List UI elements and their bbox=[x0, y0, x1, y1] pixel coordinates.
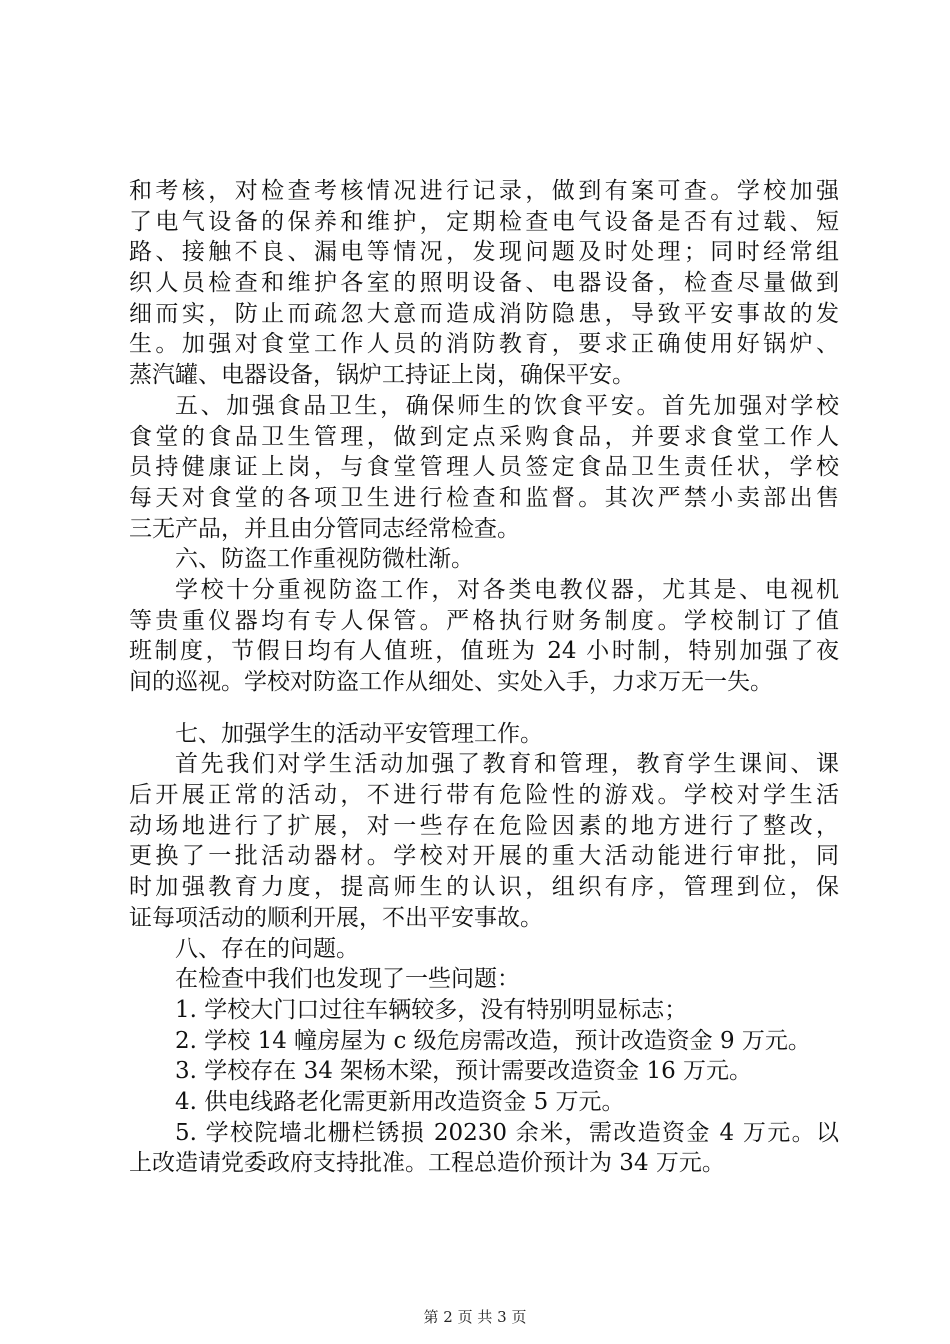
text-line: 动场地进行了扩展，对一些存在危险因素的地方进行了整改， bbox=[129, 812, 839, 839]
page-footer: 第 2 页 共 3 页 bbox=[423, 1308, 527, 1326]
text-line: 学校十分重视防盗工作，对各类电教仪器，尤其是、电视机 bbox=[175, 576, 839, 603]
text-line: 每天对食堂的各项卫生进行检查和监督。其次严禁小卖部出售 bbox=[129, 484, 839, 511]
text-line: 1. 学校大门口过往车辆较多，没有特别明显标志； bbox=[175, 996, 688, 1023]
paragraph-gap bbox=[129, 698, 839, 719]
text-line: 织人员检查和维护各室的照明设备、电器设备，检查尽量做到 bbox=[129, 270, 839, 297]
text-line: 蒸汽罐、电器设备，锅炉工持证上岗，确保平安。 bbox=[129, 362, 635, 389]
text-line: 五、加强食品卫生，确保师生的饮食平安。首先加强对学校 bbox=[175, 392, 839, 419]
document-body bbox=[129, 176, 839, 1179]
text-line: 4. 供电线路老化需更新用改造资金 5 万元。 bbox=[175, 1088, 625, 1115]
text-line: 生。加强对食堂工作人员的消防教育，要求正确使用好锅炉、 bbox=[129, 331, 839, 358]
text-line: 5. 学校院墙北栅栏锈损 20230 余米，需改造资金 4 万元。以 bbox=[175, 1119, 839, 1146]
text-line: 和考核，对检查考核情况进行记录，做到有案可查。学校加强 bbox=[129, 178, 839, 204]
text-line: 时加强教育力度，提高师生的认识，组织有序，管理到位，保 bbox=[129, 874, 839, 901]
text-line: 食堂的食品卫生管理，做到定点采购食品，并要求食堂工作人 bbox=[129, 423, 839, 450]
text-line: 班制度，节假日均有人值班，值班为 24 小时制，特别加强了夜 bbox=[129, 638, 839, 665]
text-line: 间的巡视。学校对防盗工作从细处、实处入手，力求万无一失。 bbox=[129, 669, 773, 695]
text-line: 等贵重仪器均有专人保管。严格执行财务制度。学校制订了值 bbox=[129, 607, 839, 634]
text-line: 3. 学校存在 34 架杨木梁，预计需要改造资金 16 万元。 bbox=[175, 1058, 753, 1085]
text-line: 六、防盗工作重视防微杜渐。 bbox=[175, 546, 474, 573]
text-line: 2. 学校 14 幢房屋为 c 级危房需改造，预计改造资金 9 万元。 bbox=[175, 1027, 811, 1054]
text-line: 员持健康证上岗，与食堂管理人员签定食品卫生责任状，学校 bbox=[129, 454, 839, 481]
text-line: 更换了一批活动器材。学校对开展的重大活动能进行审批，同 bbox=[129, 843, 839, 870]
text-line: 上改造请党委政府支持批准。工程总造价预计为 34 万元。 bbox=[129, 1150, 725, 1177]
text-line: 在检查中我们也发现了一些问题： bbox=[175, 966, 520, 993]
text-line: 路、接触不良、漏电等情况，发现问题及时处理；同时经常组 bbox=[129, 239, 839, 266]
text-line: 七、加强学生的活动平安管理工作。 bbox=[175, 720, 543, 747]
text-line: 八、存在的问题。 bbox=[175, 935, 359, 962]
text-line: 证每项活动的顺利开展，不出平安事故。 bbox=[129, 904, 543, 931]
text-line: 细而实，防止而疏忽大意而造成消防隐患，导致平安事故的发 bbox=[129, 300, 839, 327]
text-line: 三无产品，并且由分管同志经常检查。 bbox=[129, 515, 520, 542]
text-line: 首先我们对学生活动加强了教育和管理，教育学生课间、课 bbox=[175, 751, 839, 778]
text-line: 后开展正常的活动，不进行带有危险性的游戏。学校对学生活 bbox=[129, 782, 839, 809]
text-line: 了电气设备的保养和维护，定期检查电气设备是否有过载、短 bbox=[129, 208, 839, 235]
